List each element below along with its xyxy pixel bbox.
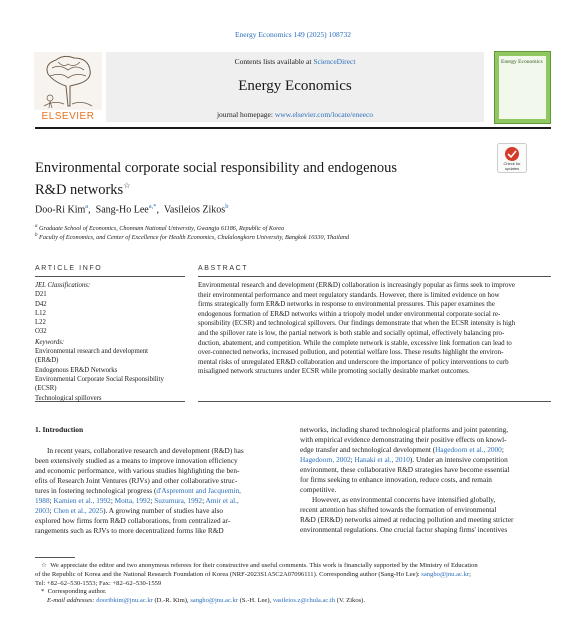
body-line: explored how firms form R&D collaborations, from centralized ar- xyxy=(35,516,231,525)
body-line: rangements such as RJVs to more decentralized forms like R&D xyxy=(35,526,224,535)
citation-link[interactable]: 2003 xyxy=(35,506,50,515)
body-text: tures in fostering technological progress ( xyxy=(35,486,157,495)
abstract-heading: ABSTRACT xyxy=(198,265,249,272)
abstract-line: firms strategically form ER&D networks in response to environmental pressures. This paper examines the xyxy=(198,300,495,309)
citation-link[interactable]: Kamien et al., 1992 xyxy=(53,496,111,505)
author-list: Doo-Ri Kim$^a$, Sang-Ho Lee$^{a,*}$, Vasileios Zikos$^b$ xyxy=(35,203,229,216)
email-owner: (D.-R. Kim), xyxy=(152,597,191,605)
author-name[interactable]: Vasileios Zikos xyxy=(163,204,226,216)
citation-link[interactable]: 1988 xyxy=(35,496,50,505)
jel-code: D21 xyxy=(35,291,47,299)
homepage-prefix: journal homepage: xyxy=(216,110,275,119)
body-line: edge transfer and technological development (Hagedoorn et al., 2000; xyxy=(300,445,504,454)
separator: ; xyxy=(202,496,206,505)
author-name[interactable]: Doo-Ri Kim xyxy=(35,204,86,216)
body-line: environment, these collaborative R&D strategies have become essential xyxy=(300,465,510,474)
body-line: efits of Research Joint Ventures (RJVs) and other collaborative struc- xyxy=(35,476,238,485)
check-updates-label-2: updates xyxy=(504,165,520,171)
abstract-bottom-rule xyxy=(198,401,551,402)
body-line xyxy=(35,496,286,506)
body-line: environmental regulations. One crucial factor shaping firms' incentives xyxy=(300,525,508,534)
email-link[interactable]: sangho@jnu.ac.kr xyxy=(421,570,470,578)
introduction-heading: 1. Introduction xyxy=(35,425,84,434)
body-text: edge transfer and technological development ( xyxy=(300,445,436,454)
header-divider xyxy=(35,127,551,129)
ack-line-1 xyxy=(35,562,551,571)
elsevier-tree-icon xyxy=(34,52,102,110)
author-affil-mark[interactable]: b xyxy=(225,203,229,210)
body-line xyxy=(35,486,286,496)
corr-mark: * xyxy=(41,588,45,596)
cover-title: Energy Economics xyxy=(501,59,543,65)
corr-text: Corresponding author. xyxy=(47,588,107,596)
keyword: (ER&D) xyxy=(35,357,59,365)
title-footnote-mark[interactable]: ☆ xyxy=(123,181,131,190)
body-line xyxy=(35,506,286,516)
contents-line xyxy=(106,57,484,66)
corresponding-author-note xyxy=(35,588,551,597)
affil-text: Faculty of Economics, and Center of Excellence for Health Economics, Chulalongkorn University, Bangkok 10330, Thailand xyxy=(39,234,350,242)
title-line-1: Environmental corporate social responsibility and endogenous xyxy=(35,160,398,176)
journal-cover-image[interactable] xyxy=(494,51,551,124)
abstract-body xyxy=(198,281,551,377)
body-line: with empirical evidence demonstrating their positive effects on knowl- xyxy=(300,435,507,444)
body-line: recent attention has shifted towards the formation of environmental xyxy=(300,505,497,514)
citation-link[interactable]: Hagedoorn et al., 2000 xyxy=(435,445,502,454)
keyword: Endogenous ER&D Networks xyxy=(35,366,118,374)
abstract-line: Environmental research and development (ER&D) collaboration is increasingly popular as firms seek to improve xyxy=(198,281,516,289)
jel-code: D42 xyxy=(35,300,47,308)
body-line xyxy=(300,455,551,465)
acknowledgement-footnote xyxy=(35,562,551,606)
affil-mark: a xyxy=(35,224,38,229)
sciencedirect-link[interactable]: ScienceDirect xyxy=(313,57,356,66)
body-line: However, as environmental concerns have intensified globally, xyxy=(312,495,496,504)
affil-mark: b xyxy=(35,233,38,238)
journal-homepage-line xyxy=(106,110,484,119)
email-link[interactable]: dooribkim@jnu.ac.kr xyxy=(96,597,153,605)
author-name[interactable]: Sang-Ho Lee xyxy=(95,204,149,216)
email-link[interactable]: vasileios.z@chula.ac.th xyxy=(272,597,336,605)
ack-mark: ☆ xyxy=(41,562,47,569)
abstract-line: and the spillover rate is low, the partial network is both stable and socially optimal, effectively balancing pro- xyxy=(198,328,505,337)
email-label: E-mail addresses: xyxy=(47,597,97,605)
title-line-2: R&D networks xyxy=(35,181,124,198)
abstract-line: mental risks of unregulated ER&D collaboration and underscore the importance of policy interventions to curb xyxy=(198,357,509,366)
check-updates-label-1: Check for xyxy=(503,161,521,166)
separator: ; xyxy=(110,496,115,505)
ack-text: We appreciate the editor and two anonymous referees for their constructive and useful comments. This work is financially supported by the Ministry of Education xyxy=(50,562,478,569)
citation-link[interactable]: d'Aspremont and Jacquemin, xyxy=(156,486,241,495)
separator: ; xyxy=(350,455,355,464)
jel-heading: JEL Classifications: xyxy=(35,282,91,289)
body-line: been extensively studied as a means to improve innovation efficiency xyxy=(35,456,238,465)
citation-link[interactable]: Motta, 1992 xyxy=(114,496,151,505)
keywords-heading: Keywords: xyxy=(35,338,65,346)
abstract-line: misaligned network structures under ECSR while promoting socially desirable market outcomes. xyxy=(198,367,470,376)
email-owner: (V. Zikos). xyxy=(335,597,366,605)
body-line: In recent years, collaborative research and development (R&D) has xyxy=(47,446,244,455)
keyword: Environmental Corporate Social Responsibility xyxy=(35,375,164,383)
separator: ; xyxy=(150,496,155,505)
contents-prefix: Contents lists available at xyxy=(234,57,314,66)
body-text: ). A growing number of studies have also xyxy=(103,506,224,515)
publisher-name: ELSEVIER xyxy=(41,111,95,122)
abstract-line: sponsibility (ECSR) and technological spillovers. Our findings demonstrate that when the ECSR intensity is high xyxy=(198,319,516,328)
body-line: and economic performance, with various studies highlighting the ben- xyxy=(35,466,240,475)
citation-link[interactable]: Hagedoorn, 2002 xyxy=(300,455,351,464)
journal-citation[interactable]: Energy Economics 149 (2025) 108732 xyxy=(234,30,352,39)
body-text: ). Under an intensive competition xyxy=(409,455,508,464)
intro-left-column xyxy=(35,446,286,536)
author-affil-mark[interactable]: a xyxy=(85,203,89,210)
keyword: Technological spillovers xyxy=(35,394,102,402)
intro-right-column xyxy=(300,425,551,535)
email-addresses xyxy=(47,597,551,606)
abstract-line: duction, abatement, and competition. While the complete network is stable, excessive link formation can lead to xyxy=(198,338,512,347)
jel-code: O32 xyxy=(35,328,47,336)
ack-line-2 xyxy=(35,571,551,580)
citation-link[interactable]: Amir et al., xyxy=(205,496,239,505)
keyword: (ECSR) xyxy=(35,385,57,393)
abstract-line: over-connected networks, increased pollution, and potential welfare loss. These results highlight the environ- xyxy=(198,348,504,357)
abstract-rule xyxy=(198,276,551,277)
body-line: R&D (ER&D) networks aimed at reducing pollution and meeting stricter xyxy=(300,515,514,524)
author-affil-mark[interactable]: a,* xyxy=(148,203,157,210)
abstract-line: their environmental performance and meet regulatory standards. However, there is limited evidence on how xyxy=(198,290,500,299)
affil-text: Graduate School of Economics, Chonnam National University, Gwangju 61186, Republic of Korea xyxy=(39,225,285,233)
affiliation-b xyxy=(35,233,349,241)
body-line: competitive. xyxy=(300,485,337,494)
check-for-updates-badge[interactable] xyxy=(497,143,527,173)
jel-block xyxy=(35,281,185,403)
body-line: networks, including shared technological platforms and joint patenting, xyxy=(300,425,509,434)
keyword: Environmental research and development xyxy=(35,348,149,356)
jel-code: L12 xyxy=(35,309,46,317)
jel-code: L22 xyxy=(35,319,46,327)
article-title xyxy=(35,160,465,199)
ack-text: of the Republic of Korea and the National Research Foundation of Korea (NRF-2023S1A5C2A07096111). Corresponding author (Sang-Ho Lee): xyxy=(35,570,422,578)
affiliation-a xyxy=(35,224,284,232)
citation-link[interactable]: Suzumura, 1992 xyxy=(154,496,203,505)
separator: ; xyxy=(49,506,54,515)
abstract-line: endogenous formation of ER&D networks within a triopoly model under environmental corporate social re- xyxy=(198,309,501,318)
email-link[interactable]: sangho@jnu.ac.kr xyxy=(190,597,239,605)
article-info-heading: ARTICLE INFO xyxy=(35,265,103,272)
cover-panel xyxy=(499,56,546,119)
journal-title: Energy Economics xyxy=(238,78,352,94)
ack-text: ; xyxy=(469,570,471,578)
body-line: for firms seeking to enhance innovation, reduce costs, and remain xyxy=(300,475,492,484)
citation-link[interactable]: Hanaki et al., 2010 xyxy=(354,455,410,464)
email-owner: (S.-H. Lee), xyxy=(238,597,273,605)
journal-homepage-link[interactable]: www.elsevier.com/locate/eneeco xyxy=(274,110,374,119)
citation-link[interactable]: Chen et al., 2025 xyxy=(53,506,104,515)
ack-line-3: Tel: +82–62–530-1553; Fax: +82–62–530-1559 xyxy=(35,579,162,587)
footnote-rule xyxy=(35,557,75,558)
separator: ; xyxy=(49,496,54,505)
article-info-rule xyxy=(35,276,185,277)
